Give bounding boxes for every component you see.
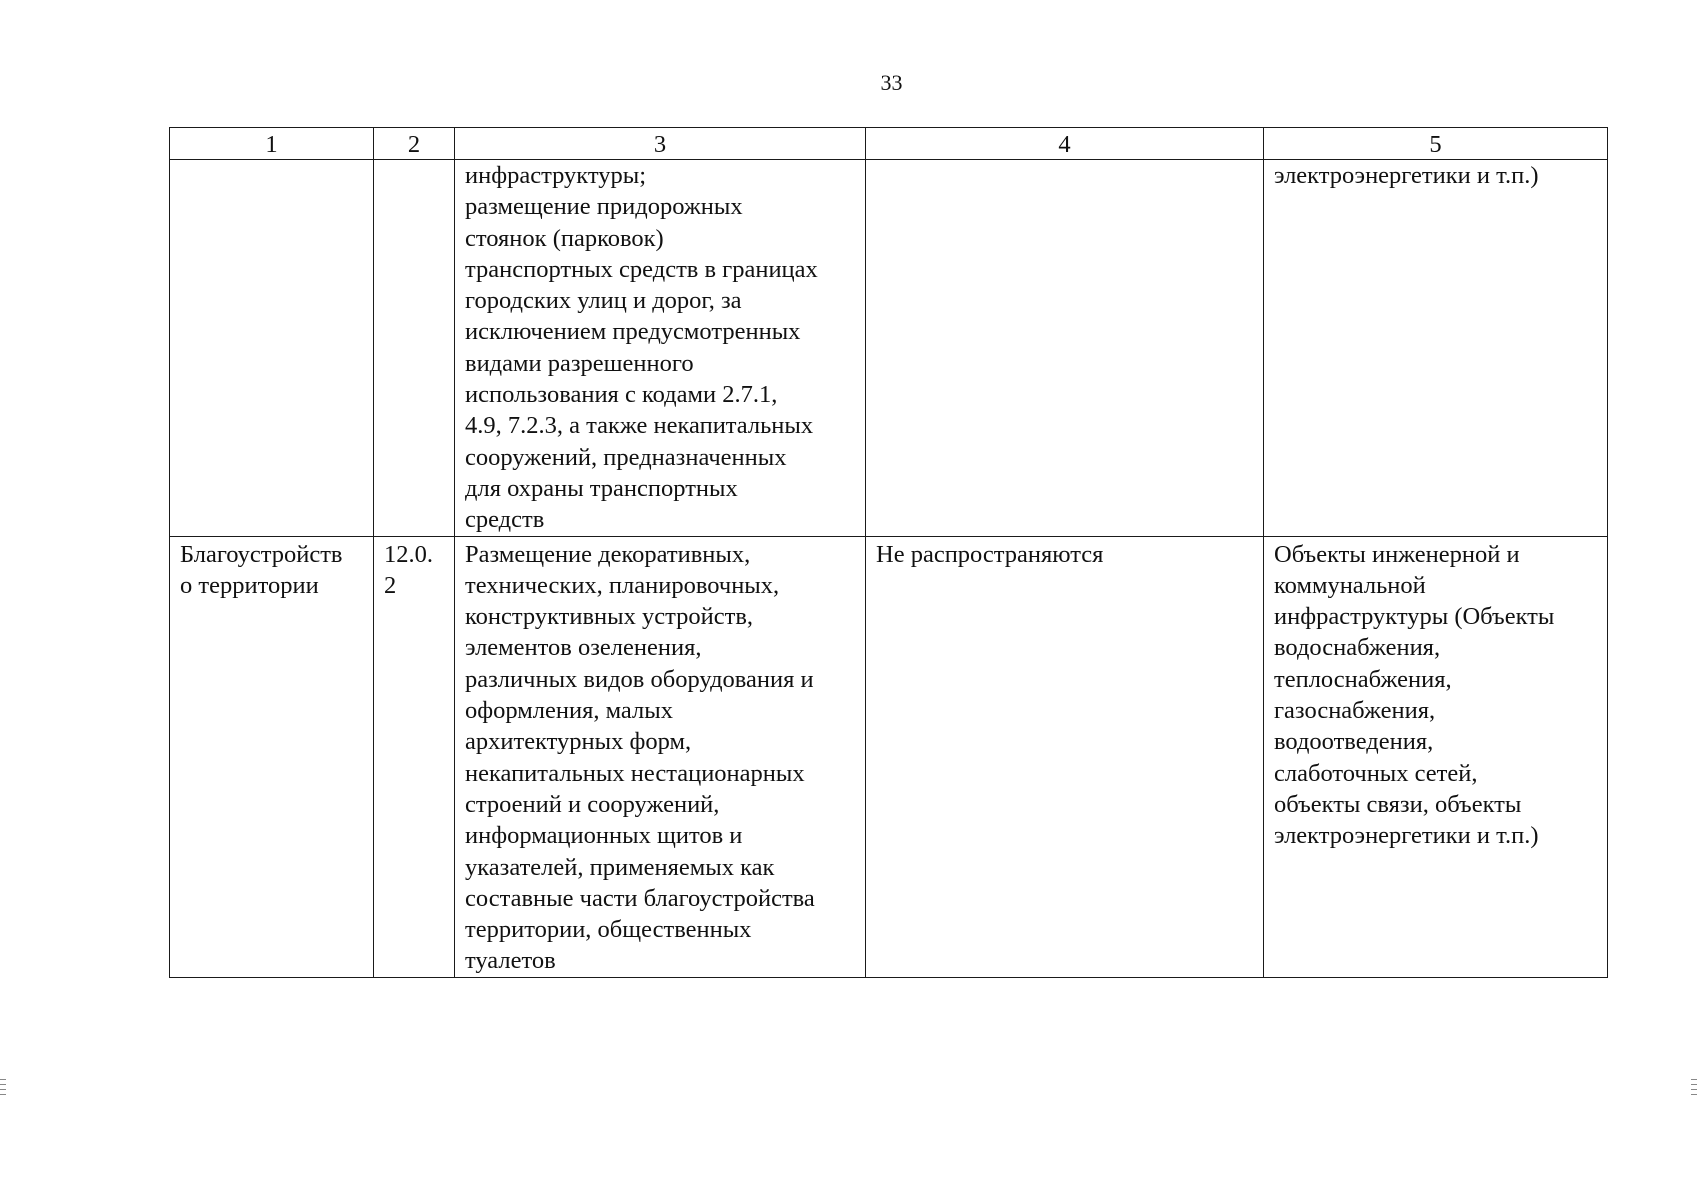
text-line: информационных щитов и bbox=[465, 822, 743, 850]
scan-edge-mark bbox=[1691, 1089, 1697, 1090]
text-line: Благоустройств bbox=[180, 540, 343, 568]
text-line: о территории bbox=[180, 571, 319, 599]
scan-edge-mark bbox=[1691, 1094, 1697, 1095]
text-line: 12.0. bbox=[384, 540, 433, 568]
scan-edge-mark bbox=[0, 1079, 6, 1080]
text-line: использования с кодами 2.7.1, bbox=[465, 381, 778, 409]
text-line: инфраструктуры (Объекты bbox=[1274, 603, 1555, 631]
text-line: 2 bbox=[384, 571, 397, 599]
text-line: различных видов оборудования и bbox=[465, 665, 814, 693]
text-line: объекты связи, объекты bbox=[1274, 790, 1522, 818]
text-line: газоснабжения, bbox=[1274, 697, 1436, 725]
text-line: оформления, малых bbox=[465, 697, 673, 725]
scan-edge-mark bbox=[0, 1094, 6, 1095]
cell-use-name bbox=[170, 536, 374, 977]
text-line: некапитальных нестационарных bbox=[465, 759, 805, 787]
text-line: водоснабжения, bbox=[1274, 634, 1441, 662]
cell-use-description bbox=[455, 536, 866, 977]
text-line: сооружений, предназначенных bbox=[465, 443, 787, 471]
cell-use-description bbox=[455, 160, 866, 537]
text-line: исключением предусмотренных bbox=[465, 318, 801, 346]
text-line: размещение придорожных bbox=[465, 193, 743, 221]
table-header-row bbox=[170, 128, 1608, 160]
column-header-1: 1 bbox=[170, 128, 374, 160]
text-line: электроэнергетики и т.п.) bbox=[1274, 822, 1539, 850]
page-number: 33 bbox=[880, 70, 903, 95]
scan-edge-mark bbox=[0, 1084, 6, 1085]
text-line: водоотведения, bbox=[1274, 728, 1434, 756]
text-line: туалетов bbox=[465, 947, 556, 975]
text-line: для охраны транспортных bbox=[465, 474, 738, 502]
text-line: электроэнергетики и т.п.) bbox=[1274, 162, 1539, 189]
text-line: 4.9, 7.2.3, а также некапитальных bbox=[465, 412, 814, 440]
text-line: теплоснабжения, bbox=[1274, 665, 1452, 693]
land-use-table bbox=[169, 127, 1608, 978]
column-header-5: 5 bbox=[1264, 128, 1608, 160]
cell-related-objects bbox=[1264, 160, 1608, 537]
text-line: городских улиц и дорог, за bbox=[465, 287, 742, 315]
text-line: слаботочных сетей, bbox=[1274, 759, 1478, 787]
text-line: транспортных средств в границах bbox=[465, 255, 818, 283]
scan-edge-mark bbox=[1691, 1084, 1697, 1085]
text-line: Объекты инженерной и bbox=[1274, 540, 1520, 568]
text-line: составные части благоустройства bbox=[465, 884, 815, 912]
cell-related-objects bbox=[1264, 536, 1608, 977]
cell-restrictions: Не распространяются bbox=[866, 536, 1264, 977]
scan-edge-mark bbox=[1691, 1079, 1697, 1080]
text-line: строений и сооружений, bbox=[465, 790, 720, 818]
cell-use-name bbox=[170, 160, 374, 537]
text-line: видами разрешенного bbox=[465, 349, 694, 377]
text-line: средств bbox=[465, 506, 545, 534]
text-line: технических, планировочных, bbox=[465, 571, 780, 599]
cell-use-code bbox=[374, 536, 455, 977]
text-line: конструктивных устройств, bbox=[465, 603, 754, 631]
text-line: стоянок (парковок) bbox=[465, 224, 664, 252]
column-header-2: 2 bbox=[374, 128, 455, 160]
cell-use-code bbox=[374, 160, 455, 537]
text-line: архитектурных форм, bbox=[465, 728, 692, 756]
column-header-4: 4 bbox=[866, 128, 1264, 160]
text-line: территории, общественных bbox=[465, 916, 752, 944]
cell-restrictions bbox=[866, 160, 1264, 537]
scan-edge-mark bbox=[0, 1089, 6, 1090]
table-row bbox=[170, 160, 1608, 537]
text-line: Размещение декоративных, bbox=[465, 540, 751, 568]
text-line: инфраструктуры; bbox=[465, 162, 647, 189]
text-line: коммунальной bbox=[1274, 571, 1426, 599]
text-line: элементов озеленения, bbox=[465, 634, 702, 662]
table-row bbox=[170, 536, 1608, 977]
text-line: указателей, применяемых как bbox=[465, 853, 775, 881]
column-header-3: 3 bbox=[455, 128, 866, 160]
